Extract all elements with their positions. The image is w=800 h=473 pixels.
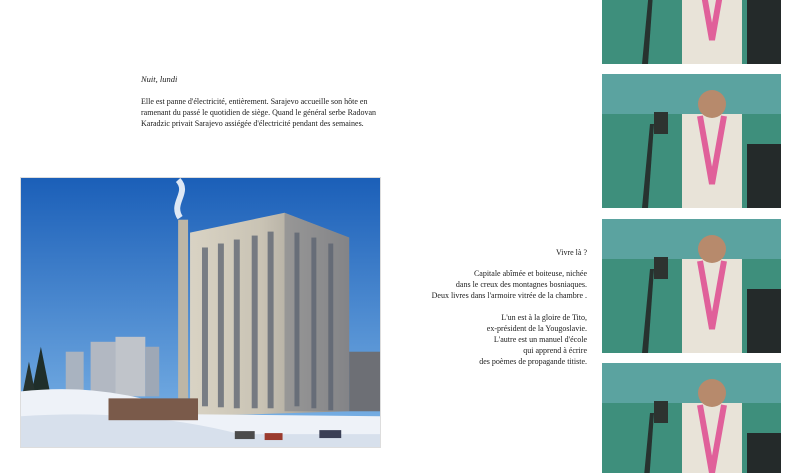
film-frame-3 <box>602 219 781 353</box>
poem-block <box>400 247 587 378</box>
poem-stanza-2 <box>400 312 587 367</box>
film-frame-1 <box>602 0 781 64</box>
page-heading: Nuit, lundi <box>141 74 178 84</box>
poem-line: des poèmes de propagande titiste. <box>479 357 587 366</box>
poem-line: Capitale abîmée et boiteuse, nichée <box>473 269 587 278</box>
poem-stanza-1 <box>400 268 587 301</box>
poem-title: Vivre là ? <box>555 248 587 257</box>
poem-line: dans le creux des montagnes bosniaques. <box>455 280 587 289</box>
sarajevo-tower-photo <box>20 177 381 448</box>
film-frame-4 <box>602 363 781 473</box>
poem-line: L'autre est un manuel d'école <box>493 335 587 344</box>
poem-line: qui apprend à écrire <box>523 346 587 355</box>
intro-text: Elle est panne d'électricité, entièrement. Sarajevo accueille son hôte en ramenant du passé le quotidien de siège. Quand le général serbe Radovan Karadzic privait Sarajevo assiégée d'électricité pendant des semaines. <box>141 97 377 128</box>
intro-paragraph <box>141 96 381 129</box>
poem-line: ex-président de la Yougoslavie. <box>486 324 587 333</box>
poem-line: L'un est à la gloire de Tito, <box>501 313 587 322</box>
poem-line: Deux livres dans l'armoire vitrée de la chambre . <box>431 291 587 300</box>
film-frame-2 <box>602 74 781 208</box>
